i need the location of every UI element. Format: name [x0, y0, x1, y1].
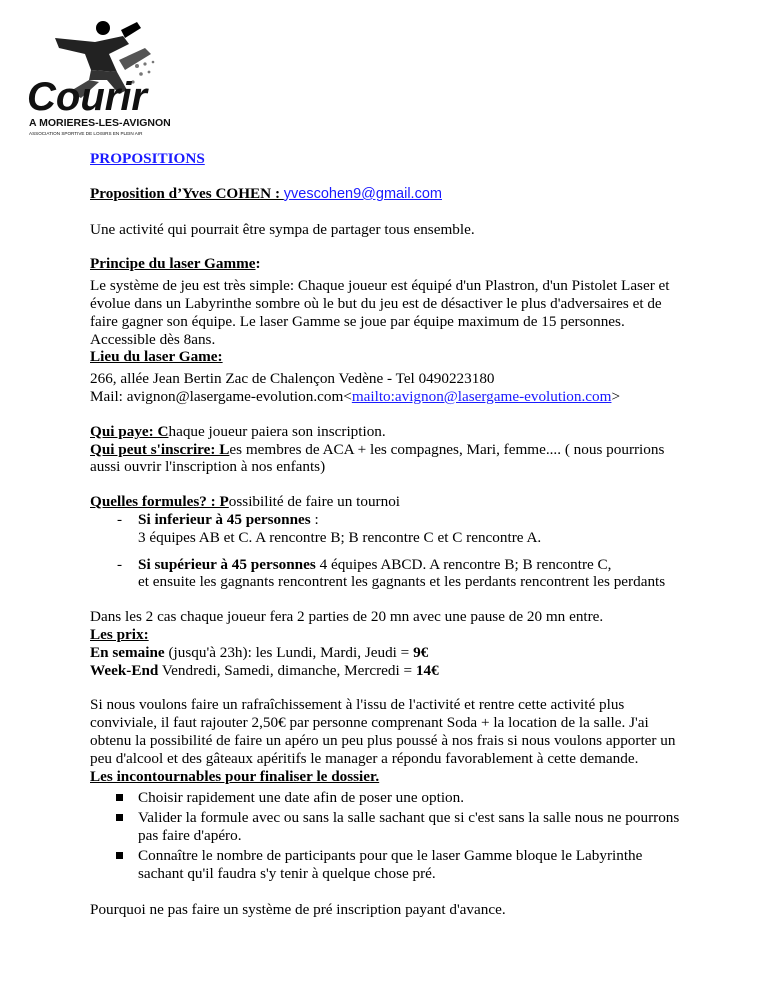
- logo-tagline: ASSOCIATION SPORTIVE DE LOISIRS EN PLEIN AIR: [29, 131, 143, 136]
- prix-weekend: Week-End Vendredi, Samedi, dimanche, Mercredi = 14€: [90, 661, 439, 679]
- club-logo: [25, 20, 260, 145]
- bullet-square-icon: [116, 814, 123, 821]
- runner-logo-graphic: [25, 20, 260, 145]
- incontournables-list: [90, 789, 690, 882]
- lieu-title: Lieu du laser Game:: [90, 348, 223, 366]
- lieu-mail-link[interactable]: mailto:avignon@lasergame-evolution.com: [351, 387, 612, 405]
- rafraichissement-text: Si nous voulons faire un rafraîchissement à l'issu de l'activité et rentre cette activité plus conviviale, il faut rajouter 2,50€ par personne comprenant Soda + la location de la salle. J'ai obtenu la possibilité de faire un apéro un peu plus poussé à nos frais si nous voulons apporter un peu d'alcool et des gâteaux apéritifs le manager a répondu favorablement à cette demande.: [90, 696, 676, 767]
- list-item: Choisir rapidement une date afin de poser une option.: [90, 789, 690, 807]
- runner-head: [96, 21, 110, 35]
- logo-wordmark: Courir: [27, 75, 147, 119]
- heading-link[interactable]: PROPOSITIONS: [90, 150, 205, 167]
- principe-text: Le système de jeu est très simple: Chaque joueur est équipé d'un Plastron, d'un Pistolet Laser et évolue dans un Labyrinthe sombre où le but du jeu est de désactiver le plus d'adversaires et de faire gagner son équipe. Le laser Gamme se joue par équipe maximum de 15 personnes. Accessible dès 8ans.: [90, 277, 670, 348]
- logo-town: A MORIERES-LES-AVIGNON: [29, 117, 171, 129]
- formules-list: [90, 511, 690, 591]
- conclusion-text: Pourquoi ne pas faire un système de pré inscription payant d'avance.: [90, 901, 506, 919]
- parties-text: Dans les 2 cas chaque joueur fera 2 parties de 20 mn avec une pause de 20 mn entre.: [90, 608, 604, 626]
- bullet-square-icon: [116, 852, 123, 859]
- principe-title: Principe du laser Gamme:: [90, 255, 261, 273]
- intro-text: Une activité qui pourrait être sympa de partager tous ensemble.: [90, 220, 475, 238]
- incontournables-title: Les incontournables pour finaliser le dossier.: [90, 767, 380, 785]
- list-item: - Si inferieur à 45 personnes : 3 équipes AB et C. A rencontre B; B rencontre C et C rencontre A.: [117, 510, 542, 546]
- lieu-address: 266, allée Jean Bertin Zac de Chalençon Vedène - Tel 0490223180: [90, 370, 495, 388]
- list-item: Valider la formule avec ou sans la salle sachant que si c'est sans la salle nous ne pourrons pas faire d'apéro.: [90, 809, 690, 845]
- list-item: Connaître le nombre de participants pour que le laser Gamme bloque le Labyrinthe sachant qu'il faudra s'y tenir à quelque chose pré.: [90, 847, 690, 883]
- proposal-line: [90, 185, 690, 204]
- prix-title: Les prix:: [90, 625, 149, 643]
- bullet-square-icon: [116, 794, 123, 801]
- proposal-prefix: Proposition d’Yves COHEN :: [90, 184, 284, 202]
- formules-line: Quelles formules? : Possibilité de faire un tournoi: [90, 493, 401, 511]
- qui-paye: Qui paye: Chaque joueur paiera son inscription.: [90, 422, 386, 440]
- document-body: [90, 147, 690, 919]
- prix-semaine: En semaine (jusqu'à 23h): les Lundi, Mardi, Jeudi = 9€: [90, 643, 429, 661]
- list-item: - Si supérieur à 45 personnes 4 équipes ABCD. A rencontre B; B rencontre C, et ensuite les gagnants rencontrent les gagnants et les perdants rencontrent les perdants: [117, 555, 666, 591]
- proposal-email-link[interactable]: yvescohen9@gmail.com: [283, 185, 442, 202]
- qui-inscrire: Qui peut s'inscrire: Les membres de ACA + les compagnes, Mari, femme.... ( nous pourrions aussi ouvrir l'inscription à nos enfants): [90, 440, 665, 476]
- lieu-mail: Mail: avignon@lasergame-evolution.com<mailto:avignon@lasergame-evolution.com>: [90, 387, 621, 405]
